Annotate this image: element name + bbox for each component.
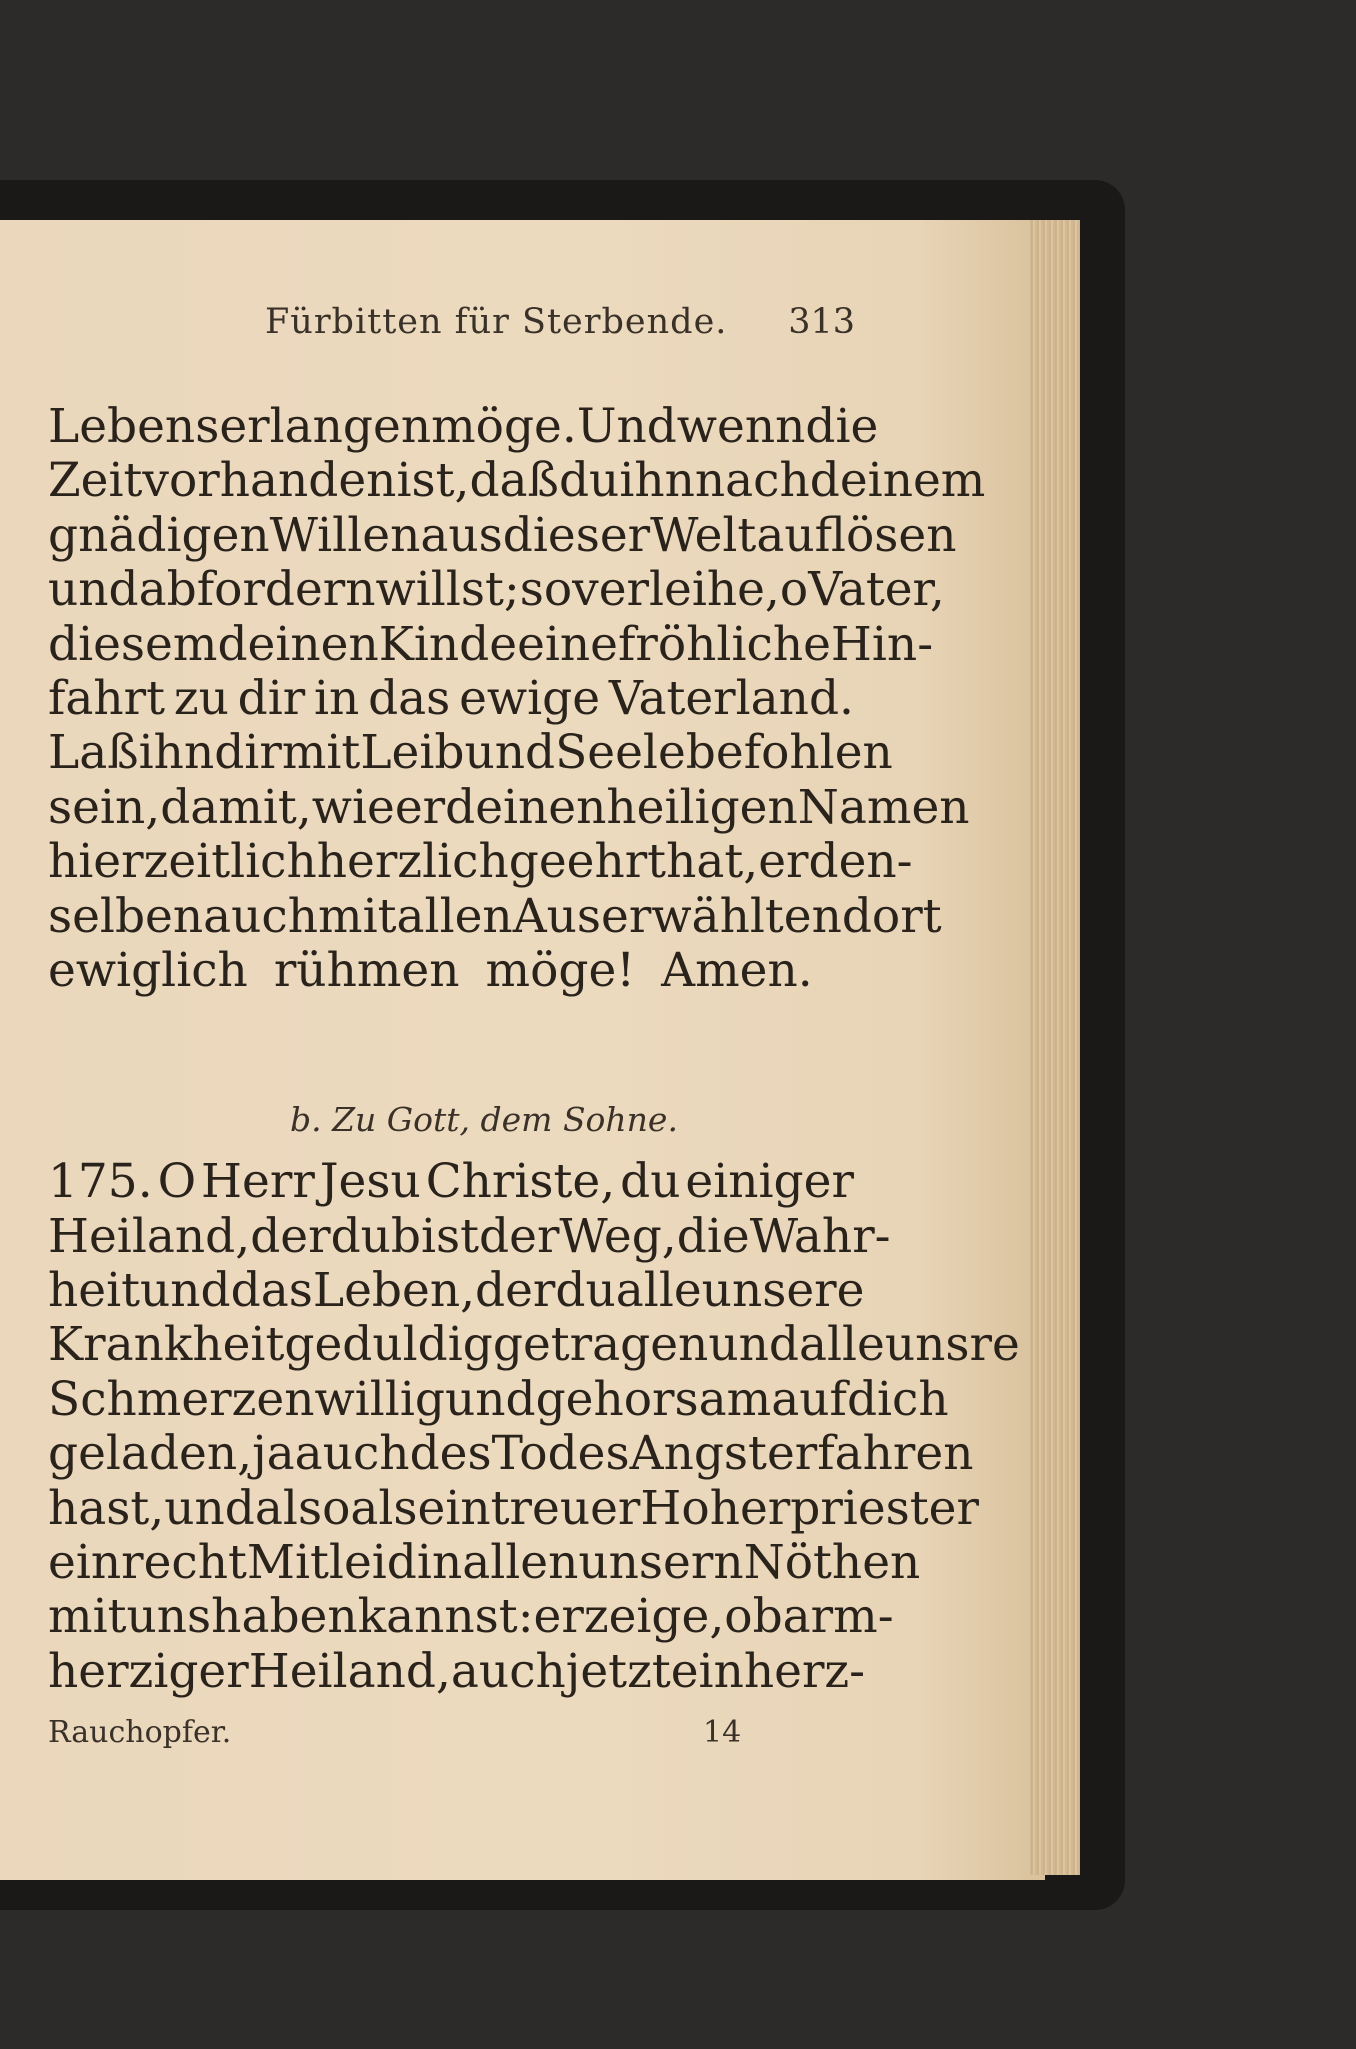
word: zeitlich [143, 834, 317, 890]
word: ist, [396, 453, 470, 509]
word: du [555, 1263, 616, 1319]
word: und [48, 562, 139, 618]
word: wenn [676, 399, 806, 454]
word: bist [390, 1208, 480, 1264]
word: Hin- [830, 616, 934, 672]
text-line [48, 1155, 854, 1209]
word: rühmen [273, 942, 460, 998]
word: eine [517, 616, 618, 672]
page-footer [48, 1715, 748, 1755]
text-line [48, 562, 945, 618]
word: dieser [502, 507, 651, 563]
word: gehorsam [535, 1371, 772, 1427]
word: also [254, 1480, 351, 1536]
word: auch [450, 1643, 566, 1699]
word: allen [462, 1535, 579, 1591]
word: heit [48, 1263, 141, 1319]
word: getragen [492, 1317, 709, 1373]
word: Vater, [808, 562, 945, 618]
paragraph-1 [48, 399, 986, 998]
word: fahrt [48, 670, 166, 726]
text-line [48, 1208, 891, 1264]
word: Heiland, [248, 1643, 451, 1699]
word: er [758, 834, 809, 890]
text-line [48, 1535, 921, 1591]
word: der [250, 1208, 331, 1264]
text-line [48, 1480, 979, 1536]
word: einiger [685, 1154, 854, 1210]
word: ein [48, 1535, 122, 1591]
word: als [350, 1480, 418, 1536]
word: möge. [431, 399, 577, 454]
word: auflösen [756, 507, 957, 563]
text-line [48, 1371, 949, 1427]
page-number: 313 [788, 302, 855, 342]
word: herziger [48, 1643, 249, 1699]
running-title: Fürbitten für Sterbende. [265, 302, 728, 342]
text-line [48, 944, 854, 998]
word: den- [808, 834, 913, 890]
word: Heiland, [48, 1208, 251, 1264]
word: diesem [48, 616, 218, 672]
word: o [779, 562, 809, 618]
text-line [48, 399, 879, 454]
text-line [48, 507, 957, 563]
running-header [265, 302, 855, 352]
word: und [140, 1263, 231, 1319]
word: ihn [619, 453, 695, 509]
word: jetzt [565, 1643, 671, 1699]
word: haben [211, 1589, 358, 1645]
word: kannst: [357, 1589, 534, 1645]
word: geduldig [284, 1317, 493, 1373]
word: fröhliche [618, 616, 831, 672]
text-line [48, 779, 970, 835]
word: zu [173, 670, 229, 726]
word: mit [281, 725, 361, 781]
word: mit [318, 888, 397, 944]
word: uns [126, 1589, 212, 1645]
word: o [724, 1589, 753, 1645]
word: deinen [445, 779, 607, 835]
word: Laß [48, 725, 139, 781]
word: du [620, 1154, 681, 1210]
word: sein, [48, 779, 161, 835]
word: erlangen [219, 399, 432, 454]
word: wie [311, 779, 395, 835]
word: ewige [459, 670, 601, 726]
word: gnädigen [48, 507, 270, 563]
word: herzlich [316, 834, 509, 890]
word: dir [237, 670, 306, 726]
word: willst; [375, 562, 520, 618]
word: Amen. [661, 942, 813, 998]
word: auch [294, 1426, 410, 1482]
word: Nöthen [743, 1535, 921, 1591]
word: des [409, 1426, 492, 1482]
word: Seele [555, 725, 686, 781]
text-line [48, 1643, 866, 1699]
word: ewiglich [48, 942, 248, 998]
word: allen [396, 888, 513, 944]
word: dich [846, 1371, 949, 1427]
word: dort [841, 888, 942, 944]
word: Und [576, 399, 677, 454]
word: Vaterland. [608, 670, 854, 726]
word: die [805, 399, 879, 454]
word: das [368, 670, 451, 726]
word: Krankheit [48, 1317, 285, 1373]
text-line [48, 672, 854, 726]
word: ihn [138, 725, 215, 781]
word: Welt [650, 507, 757, 563]
text-line [48, 616, 934, 672]
text-line [48, 1589, 894, 1645]
word: willig [314, 1371, 445, 1427]
word: Lebens [48, 399, 220, 454]
word: daß [469, 453, 559, 509]
text-line [48, 453, 986, 509]
word: und [708, 1317, 799, 1373]
word: und [164, 1480, 255, 1536]
word: alle [798, 1317, 885, 1373]
word: dir [214, 725, 282, 781]
word: und [464, 725, 556, 781]
word: Jesu [319, 1154, 421, 1210]
word: Leben, [312, 1263, 476, 1319]
word: mit [48, 1589, 127, 1645]
word: deinem [809, 453, 986, 509]
text-line [48, 725, 893, 781]
word: Leib [360, 725, 465, 781]
word: möge! [485, 942, 636, 998]
text-line [48, 888, 942, 944]
word: du [558, 453, 620, 509]
word: der [475, 1263, 556, 1319]
word: unsre [884, 1317, 1020, 1373]
body-text [48, 399, 1020, 1699]
word: hast, [48, 1480, 165, 1536]
word: er [394, 779, 446, 835]
word: Herr [201, 1154, 315, 1210]
word: heiligen [606, 779, 798, 835]
word: hier [48, 834, 144, 890]
word: unsere [701, 1263, 865, 1319]
word: geladen, [48, 1426, 253, 1482]
word: so [519, 562, 573, 618]
word: herz- [743, 1643, 866, 1699]
section-subheading: b. Zu Gott, dem Sohne. [290, 1100, 678, 1139]
word: Wahr- [749, 1208, 891, 1264]
word: verleihe, [572, 562, 780, 618]
word: O [157, 1154, 197, 1210]
word: damit, [160, 779, 312, 835]
word: erzeige, [533, 1589, 725, 1645]
word: Todes [491, 1426, 630, 1482]
word: unsern [578, 1535, 744, 1591]
word: Weg, [559, 1208, 677, 1264]
text-line [48, 1317, 1020, 1373]
word: auf [771, 1371, 847, 1427]
word: auch [203, 888, 319, 944]
word: und [444, 1371, 536, 1427]
word: hat, [666, 834, 759, 890]
word: der [479, 1208, 560, 1264]
word: Namen [797, 779, 970, 835]
word: Schmerzen [48, 1371, 315, 1427]
word: 175. [48, 1154, 153, 1210]
word: geehrt [508, 834, 667, 890]
paragraph-2 [48, 1154, 1020, 1699]
signature-mark: Rauchopfer. [48, 1715, 232, 1750]
word: aus [420, 507, 503, 563]
text-line [48, 1426, 974, 1482]
sheet-number: 14 [703, 1715, 742, 1750]
word: Angst [629, 1426, 767, 1482]
word: ein [670, 1643, 744, 1699]
word: Willen [269, 507, 421, 563]
text-line [48, 834, 913, 890]
word: in [313, 670, 360, 726]
word: nach [694, 453, 810, 509]
word: Christe, [425, 1154, 616, 1210]
word: treuer [490, 1480, 641, 1536]
word: vorhanden [142, 453, 397, 509]
word: deinen [217, 616, 379, 672]
word: ja [252, 1426, 295, 1482]
word: das [230, 1263, 313, 1319]
word: alle [615, 1263, 702, 1319]
word: erfahren [766, 1426, 974, 1482]
word: Zeit [48, 453, 143, 509]
word: Auserwählten [512, 888, 842, 944]
word: die [676, 1208, 750, 1264]
text-line [48, 1263, 865, 1319]
word: barm- [752, 1589, 894, 1645]
word: befohlen [685, 725, 893, 781]
page-edges [1030, 220, 1080, 1875]
word: ein [417, 1480, 491, 1536]
word: recht [121, 1535, 247, 1591]
word: du [330, 1208, 391, 1264]
word: Kinde [378, 616, 518, 672]
word: Mitleid [246, 1535, 417, 1591]
word: selben [48, 888, 204, 944]
word: abfordern [138, 562, 376, 618]
word: in [416, 1535, 463, 1591]
word: Hoherpriester [640, 1480, 979, 1536]
